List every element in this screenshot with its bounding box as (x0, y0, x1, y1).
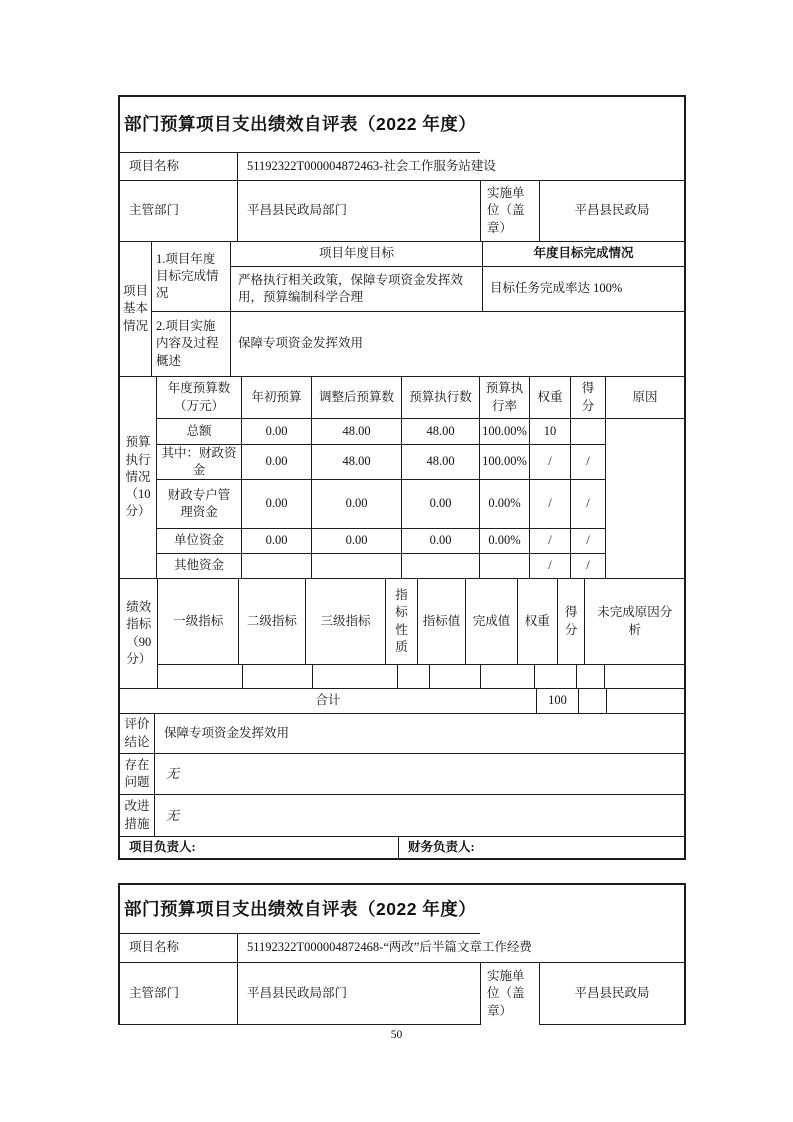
budget-cell: / (571, 529, 606, 554)
budget-cell (571, 419, 606, 445)
budget-row-name: 财政专户管理资金 (157, 480, 242, 529)
basic-info-section (120, 242, 684, 377)
perf-col-header: 一级指标 (158, 579, 239, 665)
budget-col-header: 权重 (530, 377, 571, 419)
budget-cell: 0.00 (242, 419, 312, 445)
supervisor-label: 主管部门 (120, 963, 238, 1025)
budget-cell: 0.00 (242, 480, 312, 529)
budget-cell: 48.00 (312, 445, 402, 480)
budget-cell: / (571, 445, 606, 480)
budget-execution-section (120, 377, 684, 579)
total-weight: 100 (537, 689, 579, 714)
budget-col-header: 预算执行数 (402, 377, 480, 419)
perf-empty-cell (158, 665, 243, 689)
self-evaluation-table-1 (118, 95, 686, 860)
budget-cell: / (530, 445, 571, 480)
budget-cell: 0.00% (480, 529, 530, 554)
self-evaluation-table-2 (118, 883, 686, 1025)
budget-cell: 0.00 (242, 529, 312, 554)
budget-cell: 48.00 (312, 419, 402, 445)
page-number: 50 (390, 1029, 403, 1041)
budget-cell: 0.00 (402, 480, 480, 529)
budget-reason-merged-cell (606, 419, 684, 579)
budget-cell: 48.00 (402, 419, 480, 445)
perf-empty-cell (430, 665, 481, 689)
budget-row-name: 其中：财政资金 (157, 445, 242, 480)
budget-row-unit-funds (157, 529, 606, 554)
perf-col-header: 二级指标 (239, 579, 306, 665)
basic-row2-text: 保障专项资金发挥效用 (231, 312, 684, 377)
total-row (120, 689, 684, 714)
completion-text: 目标任务完成率达 100% (483, 267, 684, 312)
perf-empty-cell (313, 665, 398, 689)
project-name-value: 51192322T000004872463-社会工作服务站建设 (238, 153, 684, 181)
goal-header: 项目年度目标 (231, 242, 483, 267)
budget-row-name: 其他资金 (157, 554, 242, 579)
budget-row-other-funds (157, 554, 606, 579)
problems-label: 存在问题 (120, 754, 155, 795)
performance-empty-row (158, 665, 684, 689)
performance-section-label: 绩效指标（90分） (120, 579, 158, 689)
perf-col-header: 得分 (558, 579, 586, 665)
conclusion-label: 评价结论 (120, 714, 155, 754)
problems-text: 无 (155, 754, 684, 795)
budget-col-header: 年初预算 (242, 377, 312, 419)
finance-manager-label: 财务负责人: (408, 839, 475, 854)
perf-empty-cell (481, 665, 535, 689)
table1-title: 部门预算项目支出绩效自评表（2022 年度） (120, 97, 480, 153)
perf-empty-cell (535, 665, 577, 689)
table2-title: 部门预算项目支出绩效自评表（2022 年度） (120, 885, 480, 934)
budget-cell: 0.00 (312, 480, 402, 529)
project-manager-label: 项目负责人: (120, 837, 399, 858)
budget-cell: 48.00 (402, 445, 480, 480)
budget-section-label: 预算执行情况（10分） (120, 377, 157, 579)
budget-cell: 100.00% (480, 419, 530, 445)
perf-col-header: 指标值 (418, 579, 467, 665)
budget-cell: 0.00% (480, 480, 530, 529)
budget-col-header: 得分 (571, 377, 606, 419)
budget-row-special-account (157, 480, 606, 529)
perf-empty-cell (243, 665, 313, 689)
budget-row-fiscal (157, 445, 606, 480)
budget-cell (242, 554, 312, 579)
project-name-label: 项目名称 (120, 934, 238, 963)
budget-col-header: 调整后预算数 (312, 377, 402, 419)
budget-cell: / (571, 480, 606, 529)
perf-col-header: 三级指标 (306, 579, 387, 665)
total-score (579, 689, 607, 714)
perf-col-header: 完成值 (466, 579, 517, 665)
budget-cell (480, 554, 530, 579)
budget-cell: 0.00 (402, 529, 480, 554)
goal-text: 严格执行相关政策，保障专项资金发挥效用，预算编制科学合理 (231, 267, 483, 312)
budget-row-total (157, 419, 606, 445)
budget-cell: / (530, 554, 571, 579)
measures-text: 无 (155, 795, 684, 837)
basic-row1-label: 1.项目年度目标完成情况 (152, 242, 231, 312)
budget-col-header: 年度预算数（万元） (157, 377, 242, 419)
performance-header-row (158, 579, 684, 665)
supervisor-label: 主管部门 (120, 181, 238, 242)
performance-section (120, 579, 684, 689)
budget-cell (402, 554, 480, 579)
budget-header-row (157, 377, 684, 419)
budget-row-name: 单位资金 (157, 529, 242, 554)
perf-empty-cell (577, 665, 605, 689)
measures-label: 改进措施 (120, 795, 155, 837)
budget-cell: 10 (530, 419, 571, 445)
budget-row-name: 总额 (157, 419, 242, 445)
project-name-label: 项目名称 (120, 153, 238, 181)
budget-cell: / (571, 554, 606, 579)
perf-col-header: 指标性质 (386, 579, 417, 665)
budget-col-header: 原因 (606, 377, 684, 419)
total-label: 合计 (120, 689, 537, 714)
project-name-value: 51192322T000004872468-“两改”后半篇文章工作经费 (238, 934, 684, 963)
total-reason (607, 689, 684, 714)
supervisor-value: 平昌县民政局部门 (238, 963, 481, 1025)
perf-empty-cell (605, 665, 684, 689)
completion-header: 年度目标完成情况 (483, 242, 684, 267)
budget-col-header: 预算执行率 (480, 377, 530, 419)
basic-section-label: 项目基本情况 (120, 242, 152, 377)
budget-cell: 100.00% (480, 445, 530, 480)
budget-cell (312, 554, 402, 579)
implementer-label: 实施单位（盖章） (481, 963, 540, 1025)
budget-cell: 0.00 (312, 529, 402, 554)
supervisor-value: 平昌县民政局部门 (238, 181, 481, 242)
implementer-label: 实施单位（盖章） (481, 181, 540, 242)
perf-col-header: 未完成原因分析 (585, 579, 684, 665)
signature-row (120, 837, 684, 858)
perf-empty-cell (398, 665, 430, 689)
implementer-value: 平昌县民政局 (540, 181, 684, 242)
conclusion-text: 保障专项资金发挥效用 (155, 714, 684, 754)
budget-cell: 0.00 (242, 445, 312, 480)
perf-col-header: 权重 (518, 579, 558, 665)
budget-cell: / (530, 480, 571, 529)
budget-cell: / (530, 529, 571, 554)
basic-row2-label: 2.项目实施内容及过程概述 (152, 312, 231, 377)
implementer-value: 平昌县民政局 (540, 963, 684, 1025)
